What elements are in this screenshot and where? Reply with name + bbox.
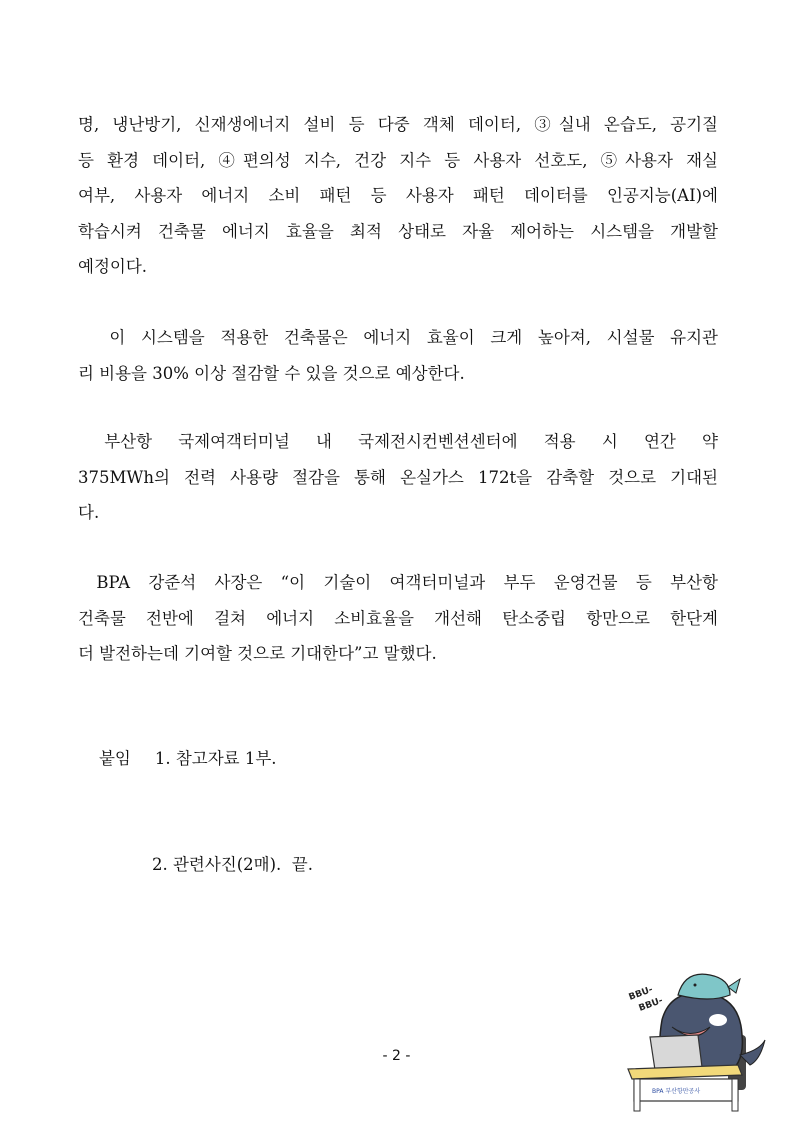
page-number: - 2 -	[382, 1048, 411, 1064]
paragraph-ceo-quote	[78, 565, 718, 672]
text-line: 다.	[78, 503, 100, 522]
svg-text:BBU-: BBU-	[627, 984, 655, 1003]
text-line: 학습시켜 건축물 에너지 효율을 최적 상태로 자율 제어하는 시스템을 개발할	[78, 221, 718, 241]
text-line: 리 비용을 30% 이상 절감할 수 있을 것으로 예상한다.	[78, 363, 465, 383]
text-line: 예정이다.	[78, 257, 148, 276]
text-line: 더 발전하는데 기여할 것으로 기대한다”고 말했다.	[78, 644, 437, 663]
text-line: BPA 강준석 사장은 “이 기술이 여객터미널과 부두 운영건물 등 부산항	[78, 573, 718, 592]
orca-mascot-icon	[600, 965, 780, 1115]
text-line: 명, 냉난방기, 신재생에너지 설비 등 다중 객체 데이터, ③실내 온습도, 공기질	[78, 115, 718, 134]
text-line: 이 시스템을 적용한 건축물은 에너지 효율이 크게 높아져, 시설물 유지관	[78, 328, 718, 347]
svg-text:BBU-: BBU-	[637, 995, 665, 1014]
attachment-item: 1. 참고자료 1부.	[154, 748, 277, 768]
attachment-item: 2. 관련사진(2매). 끝.	[151, 855, 313, 874]
paragraph-energy-reduction	[78, 424, 718, 531]
paragraph-cost-saving	[78, 320, 718, 391]
attachments-label: 붙임	[98, 748, 131, 768]
svg-text:BPA 부산항만공사: BPA 부산항만공사	[652, 1088, 701, 1095]
text-line: 부산항 국제여객터미널 내 국제전시컨벤션센터에 적용 시 연간 약	[78, 432, 718, 451]
text-line: 등 환경 데이터, ④편의성 지수, 건강 지수 등 사용자 선호도, ⑤사용자 재실	[78, 150, 718, 170]
text-line: 건축물 전반에 걸쳐 에너지 소비효율을 개선해 탄소중립 항만으로 한단계	[78, 608, 718, 628]
attachments	[78, 705, 313, 918]
text-line: 여부, 사용자 에너지 소비 패턴 등 사용자 패턴 데이터를 인공지능(AI)에	[78, 186, 718, 205]
mascot-illustration	[600, 965, 780, 1115]
text-line: 375MWh의 전력 사용량 절감을 통해 온실가스 172t을 감축할 것으로 기대된	[78, 467, 718, 487]
paragraph-ai-system	[78, 107, 718, 285]
